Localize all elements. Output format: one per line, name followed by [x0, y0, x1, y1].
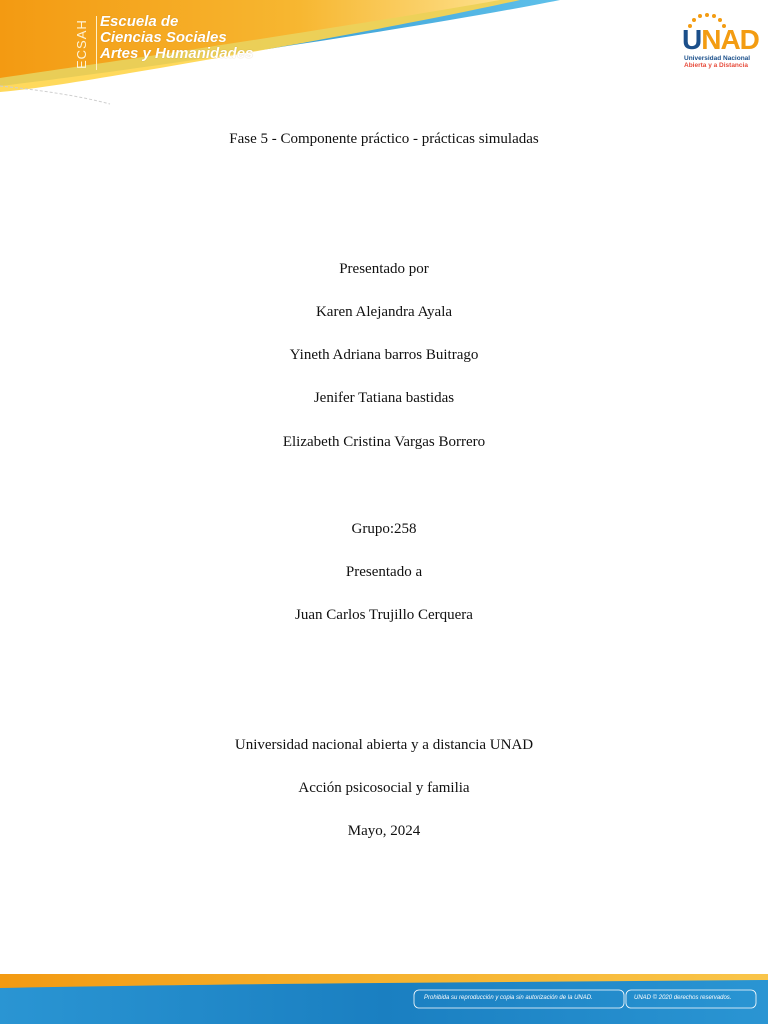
school-name-line-2: Ciencias Sociales: [100, 29, 227, 46]
footer-notice-left: Prohibida su reproducción y copia sin autorización de la UNAD.: [424, 995, 593, 1001]
document-title: Fase 5 - Componente práctico - prácticas simuladas: [229, 131, 539, 147]
group-number: Grupo:258: [351, 521, 417, 537]
page-header: [0, 0, 768, 110]
logo-letters-nad: NAD: [701, 24, 759, 55]
logo-subtitle: [684, 55, 750, 69]
author-4: Elizabeth Cristina Vargas Borrero: [282, 434, 486, 450]
author-1: Karen Alejandra Ayala: [315, 304, 453, 320]
presented-to-label: Presentado a: [345, 564, 423, 580]
logo-subtitle-line-2: Abierta y a Distancia: [684, 62, 748, 69]
document-date: Mayo, 2024: [347, 823, 421, 839]
author-2: Yineth Adriana barros Buitrago: [289, 347, 479, 363]
logo-letter-u: U: [682, 24, 702, 55]
page-footer: [0, 970, 768, 1024]
school-name: [100, 14, 253, 62]
university-name: Universidad nacional abierta y a distancia UNAD: [234, 737, 534, 753]
school-name-line-3: Artes y Humanidades: [100, 45, 254, 62]
logo-subtitle-line-1: Universidad Nacional: [684, 55, 751, 62]
author-3: Jenifer Tatiana bastidas: [313, 390, 455, 406]
school-name-line-1: Escuela de: [100, 13, 179, 30]
footer-notice-right: UNAD © 2020 derechos reservados.: [634, 995, 732, 1001]
school-abbreviation: ECSAH: [74, 19, 89, 69]
presented-by-label: Presentado por: [339, 261, 429, 277]
unad-logo: [682, 12, 762, 72]
course-name: Acción psicosocial y familia: [298, 780, 470, 796]
logo-wordmark: [682, 24, 759, 56]
tutor-name: Juan Carlos Trujillo Cerquera: [295, 607, 473, 623]
